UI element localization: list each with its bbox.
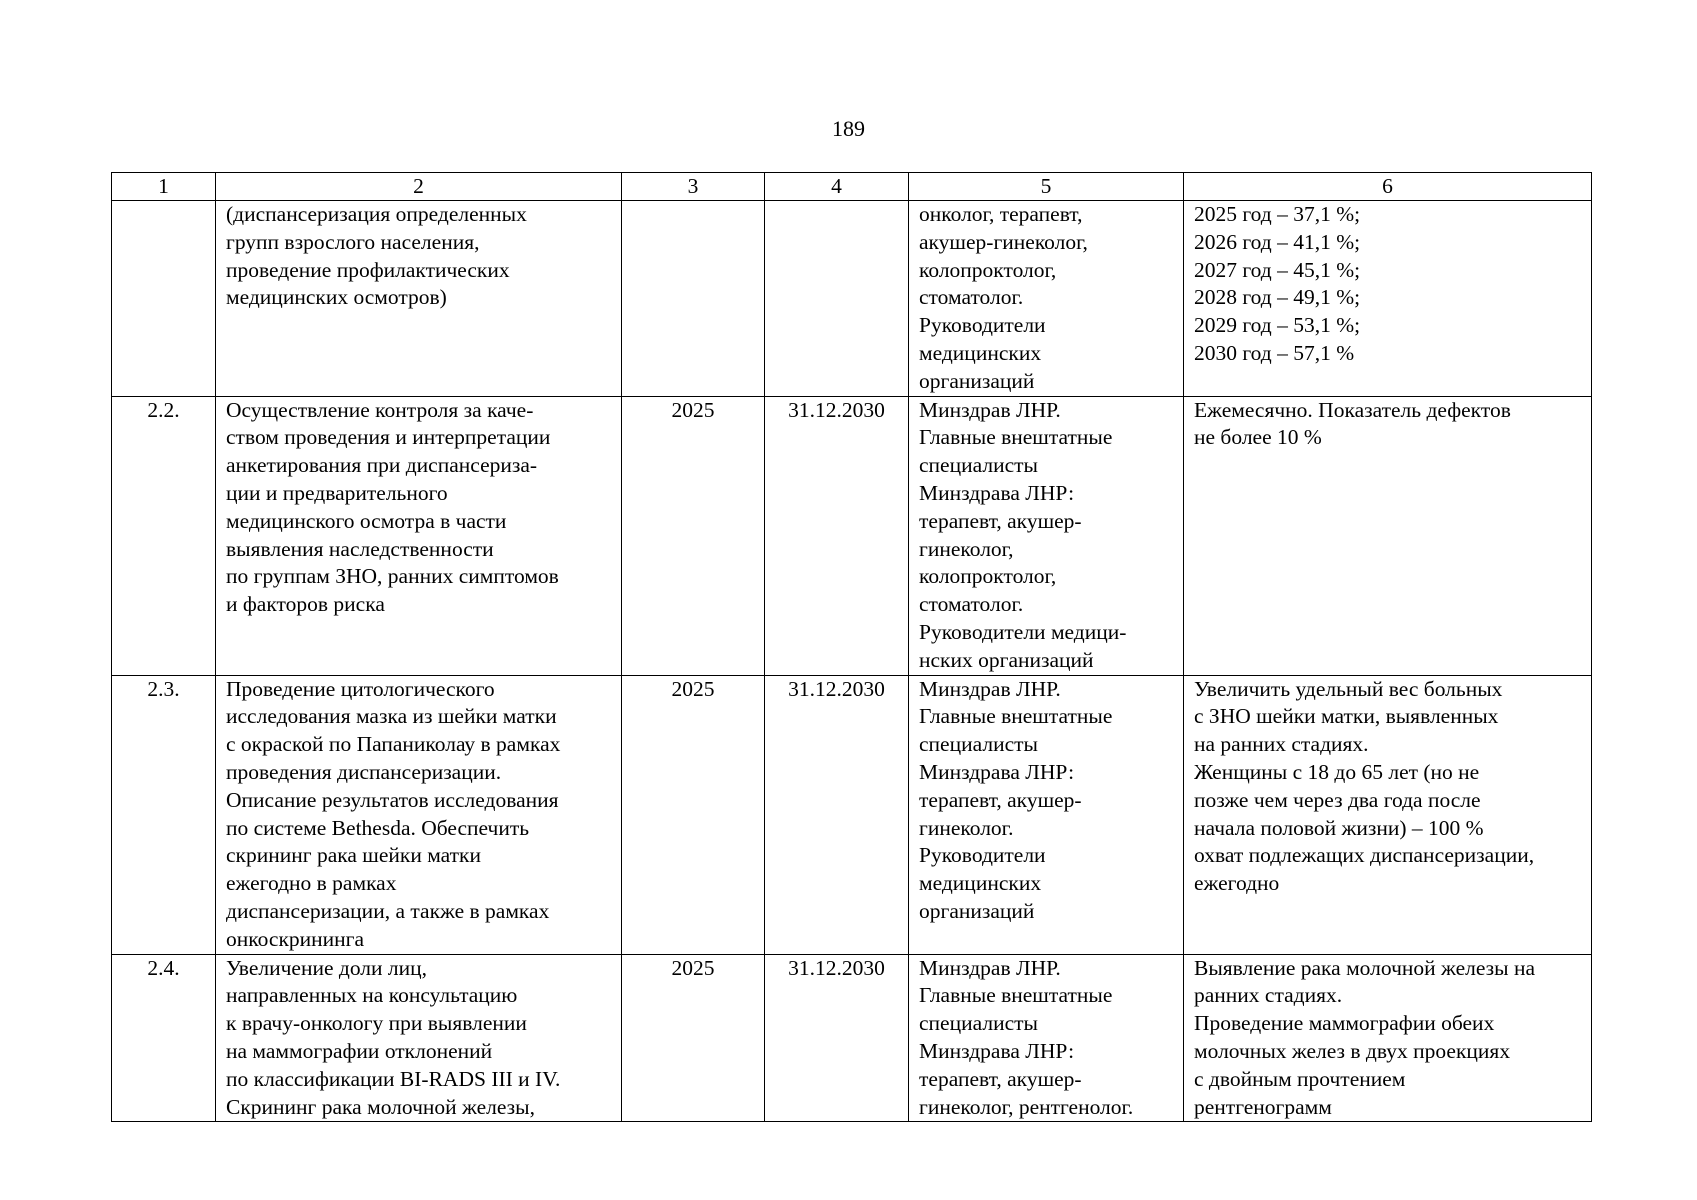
table-row (112, 954, 1592, 1122)
cell-responsible (909, 201, 1184, 397)
table-header-row (112, 173, 1592, 201)
cell-text-line: на ранних стадиях. (1194, 732, 1369, 757)
plan-table (111, 172, 1592, 1122)
column-header: 4 (765, 173, 909, 201)
cell-text-line: выявления наследственности (226, 536, 494, 561)
cell-text-line: Руководители медици- (919, 619, 1127, 644)
cell-text-line: медицинских осмотров) (226, 285, 447, 310)
cell-text-line: 2027 год – 45,1 %; (1194, 257, 1361, 282)
cell-text-line: Женщины с 18 до 65 лет (но не (1194, 759, 1480, 784)
cell-text-line: 2026 год – 41,1 %; (1194, 229, 1361, 254)
column-header: 5 (909, 173, 1184, 201)
cell-text-line: гинеколог, (919, 536, 1014, 561)
cell-text-line: стоматолог. (919, 285, 1024, 310)
cell-text-line: специалисты (919, 453, 1038, 478)
cell-text-line: Выявление рака молочной железы на (1194, 955, 1536, 980)
cell-end-date: 31.12.2030 (765, 675, 909, 954)
cell-text-line: и факторов риска (226, 592, 385, 617)
cell-end-date: 31.12.2030 (765, 396, 909, 675)
cell-text-line: 2030 год – 57,1 % (1194, 340, 1355, 365)
cell-text-line: скрининг рака шейки матки (226, 843, 482, 868)
cell-end-date (765, 201, 909, 397)
cell-text-line: Проведение маммографии обеих (1194, 1011, 1495, 1036)
cell-text-line: начала половой жизни) – 100 % (1194, 815, 1484, 840)
cell-text-line: колопроктолог, (919, 257, 1057, 282)
cell-text-line: акушер-гинеколог, (919, 229, 1088, 254)
cell-text-line: к врачу-онкологу при выявлении (226, 1011, 527, 1036)
cell-text-line: диспансеризации, а также в рамках (226, 898, 550, 923)
cell-text-line: Увеличить удельный вес больных (1194, 676, 1503, 701)
cell-text-line: (диспансеризация определенных (226, 202, 527, 226)
cell-text-line: 2028 год – 49,1 %; (1194, 285, 1361, 310)
cell-text-line: позже чем через два года после (1194, 787, 1481, 812)
cell-result (1184, 201, 1592, 397)
cell-text-line: групп взрослого населения, (226, 229, 480, 254)
cell-text-line: онколог, терапевт, (919, 202, 1083, 226)
table-row (112, 396, 1592, 675)
cell-text-line: Минздрава ЛНР: (919, 759, 1075, 784)
cell-text-line: Минздрав ЛНР. (919, 676, 1061, 701)
cell-text-line: молочных желез в двух проекциях (1194, 1038, 1511, 1063)
cell-start-year: 2025 (622, 675, 765, 954)
cell-end-date: 31.12.2030 (765, 954, 909, 1122)
cell-text-line: специалисты (919, 732, 1038, 757)
cell-text-line: гинеколог. (919, 815, 1014, 840)
cell-text-line: терапевт, акушер- (919, 787, 1082, 812)
cell-text-line: Описание результатов исследования (226, 787, 559, 812)
cell-text-line: Минздрав ЛНР. (919, 397, 1061, 422)
cell-text-line: стоматолог. (919, 592, 1024, 617)
cell-text-line: ством проведения и интерпретации (226, 425, 551, 450)
cell-text-line: гинеколог, рентгенолог. (919, 1094, 1134, 1119)
cell-text-line: Проведение цитологического (226, 676, 495, 701)
cell-text-line: Главные внештатные (919, 704, 1113, 729)
cell-text-line: Главные внештатные (919, 425, 1113, 450)
cell-text-line: с двойным прочтением (1194, 1066, 1406, 1091)
cell-text-line: с ЗНО шейки матки, выявленных (1194, 704, 1499, 729)
cell-text-line: проведение профилактических (226, 257, 510, 282)
cell-item-number: 2.2. (112, 396, 216, 675)
cell-start-year (622, 201, 765, 397)
page-number: 189 (832, 116, 865, 141)
cell-text-line: по классификации BI-RADS III и IV. (226, 1066, 561, 1091)
cell-text-line: медицинского осмотра в части (226, 508, 507, 533)
cell-text-line: медицинских (919, 871, 1042, 896)
cell-text-line: не более 10 % (1194, 425, 1322, 450)
cell-start-year: 2025 (622, 396, 765, 675)
cell-text-line: охват подлежащих диспансеризации, (1194, 843, 1535, 868)
cell-text-line: анкетирования при диспансериза- (226, 453, 538, 478)
cell-result (1184, 396, 1592, 675)
cell-text-line: колопроктолог, (919, 564, 1057, 589)
cell-text-line: Увеличение доли лиц, (226, 955, 428, 980)
cell-item-number (112, 201, 216, 397)
table-body (112, 201, 1592, 1122)
cell-text-line: ции и предварительного (226, 480, 448, 505)
cell-text-line: с окраской по Папаниколау в рамках (226, 732, 561, 757)
cell-text-line: Скрининг рака молочной железы, (226, 1094, 535, 1119)
cell-text-line: по системе Bethesda. Обеспечить (226, 815, 530, 840)
cell-text-line: онкоскрининга (226, 926, 365, 951)
cell-text-line: Минздрав ЛНР. (919, 955, 1061, 980)
cell-item-number: 2.4. (112, 954, 216, 1122)
column-header: 6 (1184, 173, 1592, 201)
cell-text-line: Ежемесячно. Показатель дефектов (1194, 397, 1511, 422)
cell-responsible (909, 954, 1184, 1122)
cell-text-line: медицинских (919, 340, 1042, 365)
cell-text-line: ранних стадиях. (1194, 983, 1343, 1008)
cell-text-line: организаций (919, 368, 1035, 393)
cell-text-line: Главные внештатные (919, 983, 1113, 1008)
cell-item-number: 2.3. (112, 675, 216, 954)
cell-text-line: Осуществление контроля за каче- (226, 397, 534, 422)
cell-text-line: ежегодно (1194, 871, 1280, 896)
cell-text-line: нских организаций (919, 647, 1094, 672)
cell-activity (216, 396, 622, 675)
cell-text-line: 2029 год – 53,1 %; (1194, 313, 1361, 338)
cell-result (1184, 675, 1592, 954)
cell-text-line: Руководители (919, 843, 1046, 868)
cell-text-line: по группам ЗНО, ранних симптомов (226, 564, 559, 589)
cell-activity (216, 954, 622, 1122)
cell-text-line: организаций (919, 898, 1035, 923)
table-row (112, 675, 1592, 954)
cell-responsible (909, 396, 1184, 675)
cell-start-year: 2025 (622, 954, 765, 1122)
cell-text-line: 2025 год – 37,1 %; (1194, 202, 1361, 226)
cell-text-line: рентгенограмм (1194, 1094, 1332, 1119)
cell-text-line: исследования мазка из шейки матки (226, 704, 557, 729)
cell-text-line: Руководители (919, 313, 1046, 338)
cell-text-line: на маммографии отклонений (226, 1038, 493, 1063)
cell-text-line: терапевт, акушер- (919, 1066, 1082, 1091)
table-row (112, 201, 1592, 397)
column-header: 1 (112, 173, 216, 201)
cell-text-line: ежегодно в рамках (226, 871, 397, 896)
cell-responsible (909, 675, 1184, 954)
cell-text-line: направленных на консультацию (226, 983, 518, 1008)
cell-text-line: проведения диспансеризации. (226, 759, 502, 784)
column-header: 2 (216, 173, 622, 201)
cell-text-line: специалисты (919, 1011, 1038, 1036)
column-header: 3 (622, 173, 765, 201)
cell-result (1184, 954, 1592, 1122)
cell-activity (216, 201, 622, 397)
cell-text-line: Минздрава ЛНР: (919, 1038, 1075, 1063)
cell-text-line: терапевт, акушер- (919, 508, 1082, 533)
cell-activity (216, 675, 622, 954)
cell-text-line: Минздрава ЛНР: (919, 480, 1075, 505)
